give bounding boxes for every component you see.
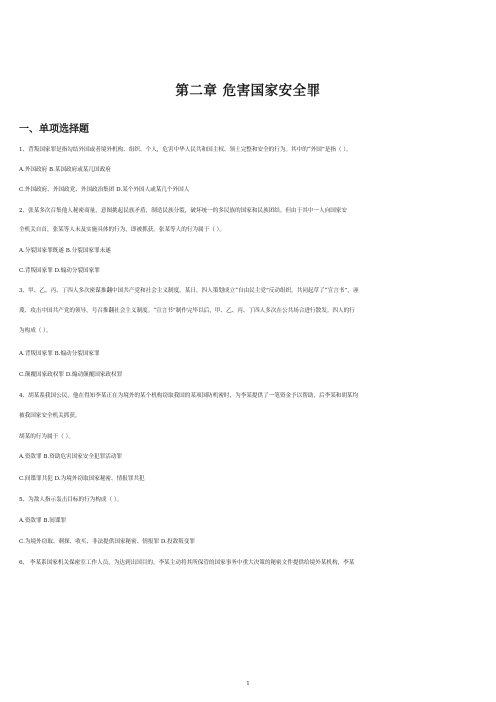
question-1-options-a-b: A.外国政府 B.某国政府或某几国政府 bbox=[19, 167, 111, 173]
question-4-options-a-b: A.资敌罪 B.资助危害国家安全犯罪活动罪 bbox=[19, 454, 122, 460]
question-4-text-line-2: 被我国家安全机关抓获。 bbox=[19, 413, 81, 419]
question-6-text-line-1: 6、 李某系国家机关保密室工作人员，为达到出国目的，李某主动将其所保管的国家事务中重大决策的秘密文件提供给境外某机构，李某 bbox=[19, 560, 355, 566]
question-3-text-line-3: 为构成（ ）。 bbox=[19, 328, 52, 334]
question-4-options-c-d: C.间谍罪共犯 D.为境外窃取国家秘密、情报罪共犯 bbox=[19, 476, 145, 482]
question-5-text: 5、为敌人指示轰击目标的行为构成（ ）。 bbox=[19, 497, 123, 503]
section-title: 一、单项选择题 bbox=[19, 124, 89, 135]
question-5-options-c-d: C.为境外窃取、刺探、收买、非法提供国家秘密、情报罪 D.投敌叛变罪 bbox=[19, 539, 195, 545]
question-2-text-line-2: 全机关自首，张某等人未及实施具体的行为，即被抓获。张某等人的行为属于（ ）。 bbox=[19, 227, 225, 233]
question-1-text: 1、背叛国家罪是指勾结外国或者境外机构、组织、个人，危害中华人民共和国主权、领土完整和安全的行为。其中的“外国”是指（ ）。 bbox=[19, 147, 352, 153]
question-4-text-line-3: 胡某的行为属于（ ）。 bbox=[19, 434, 74, 440]
question-3-text-line-1: 3、甲、乙、丙、丁四人多次密谋推翻中国共产党和社会主义制度，某日，四人策划成立“自由民主党”反动组织，共同起草了“宣言书”，诬 bbox=[19, 288, 359, 294]
chapter-title: 第二章 危害国家安全罪 bbox=[175, 83, 321, 99]
question-2-options-c-d: C.背叛国家罪 D.煽动分裂国家罪 bbox=[19, 268, 100, 274]
question-3-options-a-b: A.背叛国家罪 B.煽动分裂国家罪 bbox=[19, 351, 100, 357]
question-4-text-line-1: 4、胡某系我国公民，他在得知李某正在为境外的某个机构窃取我国的某项国防机密时，为李某提供了一笔资金予以帮助，后李某和胡某均 bbox=[19, 393, 359, 399]
page-number: 1 bbox=[246, 681, 250, 687]
question-2-options-a-b: A.分裂国家罪既遂 B.分裂国家罪未遂 bbox=[19, 248, 111, 254]
question-1-options-c-d: C.外国政府、外国政党、外国政治集团 D.某个外国人或某几个外国人 bbox=[19, 187, 190, 193]
question-3-options-c-d: C.颠覆国家政权罪 D.煽动颠覆国家政权罪 bbox=[19, 372, 123, 378]
question-5-options-a-b: A.资敌罪 B.间谍罪 bbox=[19, 518, 67, 524]
question-3-text-line-2: 蔑、攻击中国共产党的领导，号召推翻社会主义制度。“宣言书”制作完毕以后，甲、乙、丙、丁四人多次在公共场合进行散发。四人的行 bbox=[19, 308, 355, 314]
question-2-text-line-1: 2、张某多次召集他人秘密商量，意图挑起民族矛盾，制造民族分裂，破坏统一的多民族的国家和民族团结。但由于其中一人向国家安 bbox=[19, 208, 347, 214]
